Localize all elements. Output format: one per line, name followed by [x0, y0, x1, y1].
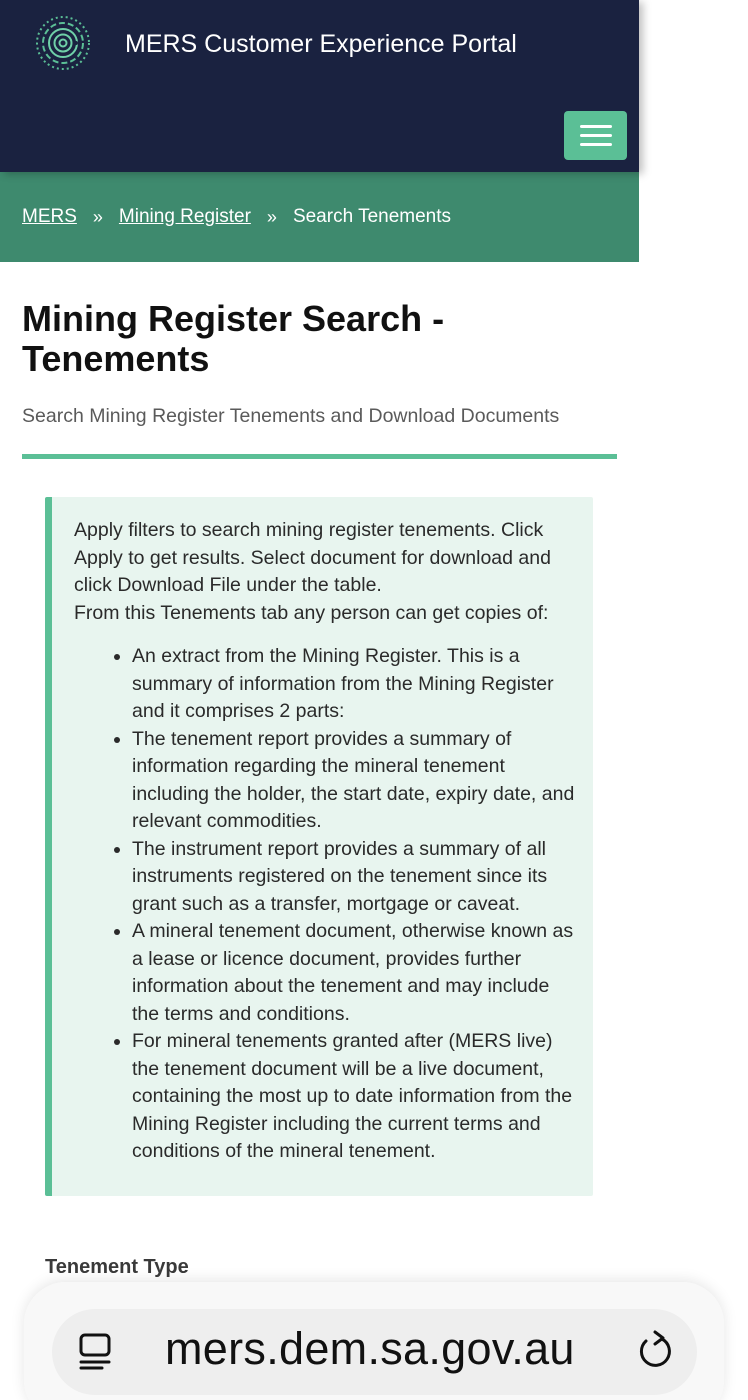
menu-button[interactable] [564, 111, 627, 160]
info-box [45, 497, 593, 1196]
breadcrumb-separator: » [266, 206, 277, 227]
hamburger-menu-icon [580, 125, 612, 128]
page-subtitle: Search Mining Register Tenements and Download Documents [22, 405, 560, 427]
info-intro-text: From this Tenements tab any person can get copies of: [74, 601, 549, 624]
info-bullet: • An extract from the Mining Register. This is a summary of information from the Mining Register and it comprises 2 parts: [132, 643, 575, 726]
breadcrumb-separator: » [92, 206, 103, 227]
breadcrumb [0, 172, 639, 262]
hamburger-line [580, 143, 612, 146]
info-bullet-list [52, 643, 593, 1166]
info-intro [52, 517, 593, 627]
info-bullet: • The tenement report provides a summary of information regarding the mineral tenement including the holder, the start date, expiry date, and relevant commodities. [132, 726, 575, 836]
reader-view-icon[interactable] [78, 1333, 112, 1371]
breadcrumb-current: Search Tenements [292, 206, 452, 227]
breadcrumb-link-mers[interactable]: MERS [22, 206, 77, 227]
page-title: Mining Register Search - Tenements [22, 298, 445, 379]
info-bullet: • The instrument report provides a summary of all instruments registered on the tenement since its grant such as a transfer, mortgage or caveat. [132, 836, 575, 919]
info-bullet: • For mineral tenements granted after (MERS live) the tenement document will be a live document, containing the most up to date information from the Mining Register including the current terms and conditions of the mineral tenement. [132, 1028, 575, 1166]
title-divider [22, 454, 617, 459]
url-field[interactable] [52, 1309, 697, 1395]
browser-address-bar [24, 1282, 724, 1400]
portal-title[interactable]: MERS Customer Experience Portal [125, 30, 517, 58]
tenement-type-label: Tenement Type [45, 1255, 189, 1278]
reload-icon[interactable] [636, 1329, 674, 1371]
hamburger-line [580, 134, 612, 137]
info-intro-text: Apply filters to search mining register tenements. Click Apply to get results. Select document for download and click Download File under the table. [74, 519, 551, 596]
site-header [0, 0, 639, 172]
main-content [0, 299, 639, 1279]
info-bullet: • A mineral tenement document, otherwise known as a lease or licence document, provides further information about the tenement and may include the terms and conditions. [132, 918, 575, 1028]
mers-logo-icon[interactable] [34, 14, 92, 72]
breadcrumb-link-mining-register[interactable]: Mining Register [118, 206, 251, 227]
url-text[interactable]: mers.dem.sa.gov.au [165, 1323, 575, 1374]
